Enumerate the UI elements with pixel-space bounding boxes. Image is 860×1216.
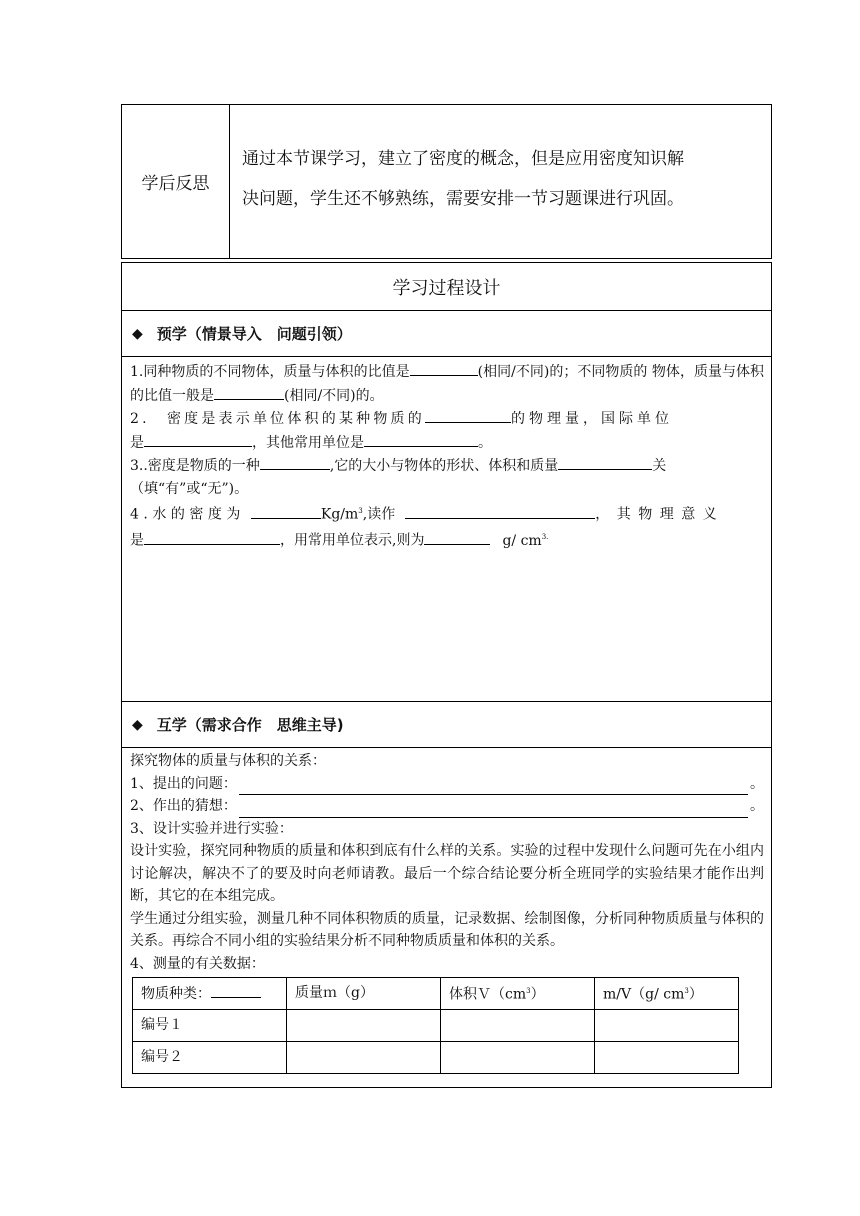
table-cell: 编号１ [133,1010,287,1042]
answer-blank[interactable] [144,431,252,447]
table-header-cell: 质量ｍ（g） [287,978,441,1010]
reflection-text-line: 决问题，学生还不够熟练，需要安排一节习题课进行巩固。 [242,189,684,209]
answer-blank[interactable] [260,454,330,470]
experiment-paragraph: 学生通过分组实验，测量几种不同体积物质的质量，记录数据、绘制图像，分析同种物质质量与体积的关系。再综合不同小组的实验结果分析不同种物质质量和体积的关系。 [130,910,764,949]
cooperate-body [122,748,771,1074]
reflection-table [121,104,772,259]
answer-blank[interactable] [144,529,280,545]
answer-line[interactable] [239,778,748,795]
preview-questions [122,357,771,702]
cooperate-intro: 探究物体的质量与体积的关系： [130,753,326,769]
table-header-row [133,978,739,1010]
table-cell[interactable] [595,1042,739,1074]
table-cell: 编号２ [133,1042,287,1074]
reflection-label: 学后反思 [122,105,230,258]
reflection-text [230,105,771,258]
preview-heading-text: 预学（情景导入 问题引领） [156,325,352,343]
diamond-bullet-icon: ◆ [132,716,143,733]
table-cell[interactable] [287,1042,441,1074]
cooperate-heading [122,702,771,748]
answer-blank[interactable] [425,407,511,423]
table-cell[interactable] [287,1010,441,1042]
answer-blank[interactable] [405,503,595,519]
process-design-table [121,262,772,1088]
answer-blank[interactable] [251,503,321,519]
preview-heading [122,311,771,357]
table-cell[interactable] [441,1010,595,1042]
answer-blank[interactable] [410,360,478,376]
cooperate-heading-text: 互学（需求合作 思维主导) [156,716,344,734]
answer-blank[interactable] [211,982,261,998]
table-header-cell: 物质种类： [133,978,287,1010]
answer-blank[interactable] [558,454,652,470]
question-3: 3..密度是物质的一种 ,它的大小与物体的形状、体积和质量 关 （填“有”或“无”)。 [130,454,764,500]
answer-line[interactable] [239,801,748,818]
experiment-paragraph: 设计实验，探究同种物质的质量和体积到底有什么样的关系。实验的过程中发现什么问题可先在小组内讨论解决，解决不了的要及时向老师请教。最后一个综合结论要分析全班同学的实验结果才能作出判断，其它的在本组完成。 [130,843,764,904]
answer-blank[interactable] [214,384,284,400]
question-1: 1.同种物质的不同物体，质量与体积的比值是 (相同/不同)的；不同物质的 物体，质量与体积的比值一般是 (相同/不同)的。 [130,360,764,407]
answer-blank[interactable] [424,529,490,545]
question-2: 2. 密度是表示单位体积的某种物质的 的物理量，国际单位 是 ，其他常用单位是 。 [130,407,764,454]
design-experiment-label: 3、设计实验并进行实验： [130,820,293,837]
question-row: 1、提出的问题： 。 [130,773,764,796]
table-header-cell: 体积$V(cm^3)$ [441,978,595,1010]
table-row [133,1010,739,1042]
section-title: 学习过程设计 [122,263,771,311]
diamond-bullet-icon: ◆ [132,325,143,342]
table-row [133,1042,739,1074]
data-label: 4、测量的有关数据： [130,955,265,972]
table-cell[interactable] [595,1010,739,1042]
measurement-table [132,977,739,1074]
table-header-cell: m/V（g/ $cm^3$） [595,978,739,1010]
hypothesis-row: 2、作出的猜想： 。 [130,795,764,818]
reflection-text-line: 通过本节课学习，建立了密度的概念，但是应用密度知识解 [242,149,684,169]
table-cell[interactable] [441,1042,595,1074]
answer-blank[interactable] [364,431,478,447]
question-4: 4.水的密度为 $Kg/m^3$,读作 ，其物理意义 是 ，用常用单位表示,则为 g/ $cm^{3.}$ [130,500,764,552]
